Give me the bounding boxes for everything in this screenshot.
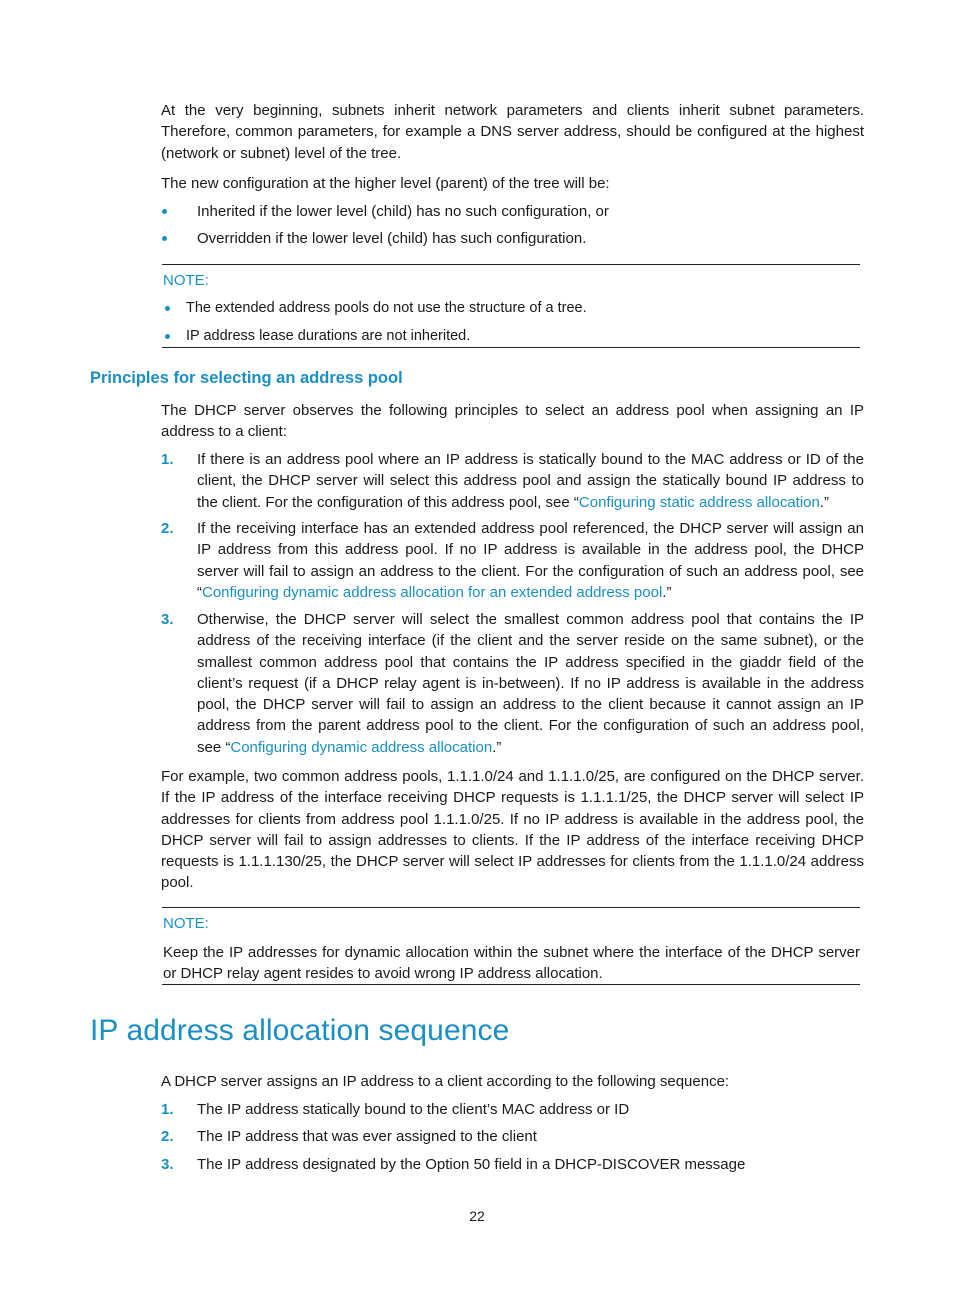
- step-body: Otherwise, the DHCP server will select the smallest common address pool that contains the IP address of the receiving interface (if the client and the server reside on the same subnet), or the smallest common address pool that contains the IP address specified in the giaddr field of the client’s request (if a DHCP relay agent is in-between). If no IP address is available in the address pool, the DHCP server will fail to assign an address to the client because it cannot assign an IP address from the parent address pool to the client. For the configuration of such an address pool, see “: [197, 611, 864, 756]
- note-item-text: IP address lease durations are not inherited.: [186, 328, 471, 344]
- list-item-text: Inherited if the lower level (child) has no such configuration, or: [197, 203, 609, 220]
- step-text: The IP address statically bound to the client’s MAC address or ID: [197, 1101, 630, 1118]
- bullet-icon: [162, 209, 167, 214]
- step-tail: .”: [492, 738, 502, 756]
- note-label: NOTE:: [163, 272, 209, 289]
- section-heading-sequence: IP address allocation sequence: [90, 1014, 510, 1047]
- step-number: 1.: [161, 1101, 174, 1118]
- note-top-divider: [162, 264, 860, 265]
- cross-reference-link[interactable]: Configuring static address allocation: [578, 493, 820, 511]
- step-text: [197, 518, 864, 603]
- step-text: [197, 449, 864, 513]
- note-bottom-divider: [162, 347, 860, 348]
- step-body: If the receiving interface has an extended address pool referenced, the DHCP server will assign an IP address from this address pool. If no IP address is available in the address pool, the DHCP server will fail to assign an address to the client. For the configuration of such an address pool, see “: [197, 520, 864, 601]
- intro-paragraph-2: The new configuration at the higher level (parent) of the tree will be:: [161, 175, 610, 192]
- bullet-icon: [162, 236, 167, 241]
- note-top-divider: [162, 907, 860, 908]
- step-text: The IP address that was ever assigned to the client: [197, 1128, 537, 1145]
- section-heading-principles: Principles for selecting an address pool: [90, 369, 403, 387]
- cross-reference-link[interactable]: Configuring dynamic address allocation: [230, 738, 493, 756]
- note-text: Keep the IP addresses for dynamic allocation within the subnet where the interface of the DHCP server or DHCP relay agent resides to avoid wrong IP address allocation.: [163, 944, 860, 983]
- intro-paragraph-1: At the very beginning, subnets inherit network parameters and clients inherit subnet parameters. Therefore, common parameters, for example a DNS server address, should be configured at the highest (network or subnet) level of the tree.: [161, 102, 864, 162]
- step-tail: .”: [819, 493, 830, 511]
- step-number: 1.: [161, 451, 174, 468]
- note-bottom-divider: [162, 984, 860, 985]
- note-item-text: The extended address pools do not use the structure of a tree.: [186, 300, 587, 316]
- step-text: The IP address designated by the Option 50 field in a DHCP-DISCOVER message: [197, 1156, 746, 1173]
- step-body: If there is an address pool where an IP address is statically bound to the MAC address or ID of the client, the DHCP server will select this address pool and assign the statically bound IP address to the client. For the configuration of this address pool, see “: [197, 451, 864, 511]
- bullet-icon: [165, 334, 170, 339]
- step-number: 2.: [161, 1128, 174, 1145]
- sequence-intro: A DHCP server assigns an IP address to a client according to the following sequence:: [161, 1073, 730, 1090]
- principles-intro: The DHCP server observes the following principles to select an address pool when assigning an IP address to a client:: [161, 402, 864, 441]
- step-number: 3.: [161, 1156, 174, 1173]
- page-number: 22: [469, 1208, 485, 1224]
- step-number: 3.: [161, 611, 174, 628]
- list-item-text: Overridden if the lower level (child) has such configuration.: [197, 230, 587, 247]
- bullet-icon: [165, 306, 170, 311]
- cross-reference-link[interactable]: Configuring dynamic address allocation for an extended address pool: [202, 583, 663, 601]
- example-paragraph: For example, two common address pools, 1.1.1.0/24 and 1.1.1.0/25, are configured on the DHCP server. If the IP address of the interface receiving DHCP requests is 1.1.1.1/25, the DHCP server will select IP addresses for clients from address pool 1.1.1.0/25. If no IP address is available in the address pool, the DHCP server will fail to assign addresses to clients. If the IP address of the interface receiving DHCP requests is 1.1.1.130/25, the DHCP server will select IP addresses for clients from the 1.1.1.0/24 address pool.: [161, 768, 864, 892]
- step-number: 2.: [161, 520, 174, 537]
- step-text: [197, 609, 864, 758]
- note-label: NOTE:: [163, 915, 209, 932]
- step-tail: .”: [662, 583, 672, 601]
